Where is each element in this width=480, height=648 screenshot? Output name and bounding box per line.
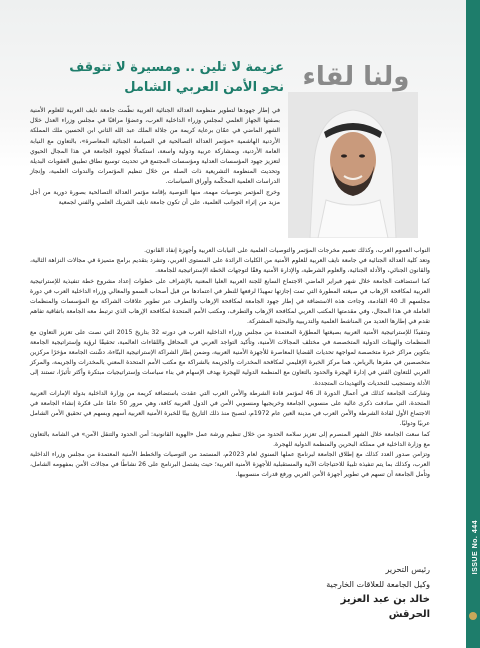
signature-role: وكيل الجامعة للعلاقات الخارجية xyxy=(326,580,430,589)
paragraph: وخرج المؤتمر بتوصيات مهمة، منها التوصية بإقامة مؤتمر العدالة التصالحية بصورة دورية من أجل مزيد من إثراء الجوانب العلمية، على أن تكون جامعة نايف الشريك العلمي والفني لجمعية xyxy=(30,188,280,206)
article-body xyxy=(30,246,430,481)
headline xyxy=(44,58,284,98)
paragraph: وتعد كلية العدالة الجنائية في جامعة نايف العربية للعلوم الأمنية من الكليات الرائدة على المستوى العربي، وتنفرد بتقديم برامج متميزة في مجالات النزاهة الثالية، والقانون الجنائي، والأدلة الجنائية، والعلوم الشرطية، والإدارة الأمنية وفقًا لتوجهات الخطة الإستراتيجية للجامعة. xyxy=(30,257,430,275)
signature-block xyxy=(300,562,430,622)
decorative-dot-icon xyxy=(469,612,477,620)
paragraph: في إطار جهودها لتطوير منظومة العدالة الجنائية العربية نظّمت جامعة نايف العربية للعلوم الأمنية بصفتها الجهاز العلمي لمجلس وزراء الداخلية العرب، وعضوًا مراقبًا في مجلس وزراء العدل خلال الشهر الماضي في عمّان برعاية كريمة من جلالة الملك عبد الله الثاني ابن الحسين ملك المملكة الأردنية الهاشمية «مؤتمر العدالة التصالحية في السياسة الجنائية المعاصرة»، بالتعاون مع النيابة العامة الأردنية، وبمشاركة عربية ودولية واسعة، استكمالًا لجهود الجامعة في هذا المجال الحيوي لتعزيز جهود المؤسسات العدلية ومؤسسات المجتمع في تحديث توسيع نطاق تطبيق العقوبات البديلة وتحديث المنظومة التشريعية ذات الصلة من خلال تنظيم المؤتمرات والندوات العلمية، وإنجاز الدراسات العلمية المحكّمة وأوراق السياسات. xyxy=(30,107,280,186)
signature-role: رئيس التحرير xyxy=(385,565,430,574)
paragraph: وتنفيذًا للإستراتيجية الأمنية العربية بصيغتها المطوّرة المعتمدة من مجلس وزراء الداخلية العرب في دورته 32 بتاريخ 2015 التي نصت على تعزيز التعاون مع المنظمات والهيئات الدولية المتخصصة في مختلف المجالات الأمنية، وتأكيد التواجد العربي في المحافل واللقاءات العالمية، تحقيقًا لرؤية وإستراتيجية الجامعة بتكوين مراكز خبرة متخصصة لمواجهة تحديات القضايا المعاصرة للأجهزة الأمنية العربية، وضمن إطار الشراكة الإستراتيجية البنّاءة، دشّنت الجامعة مؤخرًا مركزين متخصصين في مقرها بالرياض، هما مركز الخبرة الإقليمي لمكافحة المخدرات والجريمة بالشراكة مع مكتب الأمم المتحدة المعني بالمخدرات والجريمة، والمركز العربي للتعاون الفني في إدارة الهجرة والحدود بالتعاون مع المنظمة الدولية للهجرة بهدف الإسهام في بناء سياسات وإستراتيجيات مبتكرة وأكثر تأثيرًا، تستند إلى الأدلة وتستجيب للتحديات والتهديدات المتجددة. xyxy=(30,328,431,387)
paragraph: وشاركت الجامعة كذلك في أعمال الدورة الـ 46 لمؤتمر قادة الشرطة والأمن العرب التي عقدت باستضافة كريمة من وزارة الداخلية بدولة الإمارات العربية المتحدة، التي صادفت ذكرى غالية على منسوبي الجامعة وخريجيها ومنسوبي الأمن في الدول العربية كافة، وهي مرور 50 عامًا على فكرة إنشاء الجامعة في الاجتماع الأول لقادة الشرطة والأمن العرب في مدينة العين عام 1972م، لتصبح منذ ذلك التاريخ بيتًا للخبرة الأمنية العربية أسهم وبسهم في تحقيق الأمن الشامل عربيًا ودوليًا. xyxy=(30,389,430,428)
section-title: ولنا لقاء xyxy=(302,62,410,92)
paragraph: كما سعت الجامعة خلال الشهر المنصرم إلى تعزيز سلامة الحدود من خلال تنظيم ورشة عمل «الهوية القانونية: أمن الحدود والتنقل الآمن» في الشامة بالتعاون مع وزارة الداخلية في مملكة البحرين والمنظمة الدولية للهجرة. xyxy=(30,430,430,448)
paragraph: وتزامن صدور العدد كذلك مع إطلاق الجامعة لبرنامج عملها السنوي لعام 2023م، المستمد من التوصيات والخطط الأمنية المعتمدة من مجلس وزراء الداخلية العرب، وكذلك بما يتم تنفيذه تلبيةً للاحتياجات الآنية والمستقبلية للأجهزة الأمنية العربية؛ حيث يشتمل البرنامج على 26 نشاطًا في مجالات الأمن بمفهومه الشامل، وتأمل الجامعة أن تسهم في تطوير أجهزة الأمن العربي ورفع قدرات منسوبيها. xyxy=(30,451,430,479)
issue-number: ISSUE No. 444 xyxy=(472,520,479,575)
paragraph: كما استضافت الجامعة خلال شهر فبراير الماضي الاجتماع السابع للجنة العربية العليا المعنية بالإشراف على خطوات إعداد مشروع خطة تنفيذية للإستراتيجية العربية لمكافحة الإرهاب في صيغته المطورة التي تمت إجازتها تمهيدًا لرفعها للنظر في اعتمادها من قبل أصحاب السمو والمعالي وزراء الداخلية العرب في دورة مجلسهم الـ 40 القادمة، وجاءت هذه الاستضافة في إطار جهود الجامعة لمكافحة الإرهاب والتطرف عبر تطوير علاقات الشراكة مع المؤسسات والمنظمات العاملة في هذا المجال، وفي مقدمتها المكتب العربي لمكافحة الإرهاب والتطرف، ومكتب الأمم المتحدة لمكافحة الإرهاب الذي ترتبط معه الجامعة باتفاقية تفاهم تقدم في إطارها العديد من المناشط العلمية والتدريبية والبحثية المشتركة. xyxy=(30,277,430,326)
portrait-illustration xyxy=(288,92,418,238)
headline-line-2: نحو الأمن العربي الشامل xyxy=(124,80,284,95)
signature-name: خالد بن عبد العزيز الحرقش xyxy=(340,594,430,620)
paragraph: النواب العموم العرب، وكذلك تعميم مخرجات المؤتمر والتوصيات العلمية على النيابات العربية وأجهزة إنفاذ القانون. xyxy=(144,247,430,254)
article-intro xyxy=(30,106,280,208)
headline-line-1: عزيمة لا تلين .. ومسيرة لا تتوقف xyxy=(69,60,284,75)
author-photo xyxy=(288,92,418,238)
